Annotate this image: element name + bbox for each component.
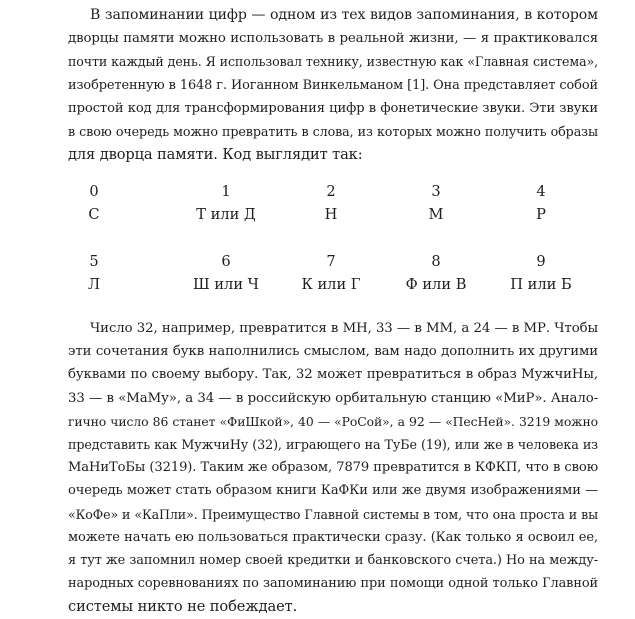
code-sounds-row-2 [68,276,598,298]
code-digit: 3 [431,183,441,200]
intro-paragraph [68,4,598,166]
code-sound: Т или Д [196,206,256,223]
code-sound: Ф или В [405,276,467,293]
code-digit: 9 [536,253,546,270]
code-sound: Н [324,206,338,223]
text-line: можете начать ею пользоваться практически сразу. (Как только я освоил ее, [68,529,598,545]
text-line: народных соревнованиях по запоминанию при помощи одной только Главной [68,576,598,592]
code-digit: 4 [536,183,546,200]
text-line: представить как МужчиНу (32), играющего на ТуБе (19), или же в человека из [68,437,598,453]
text-line: почти каждый день. Я использовал технику, известную как «Главная система», [68,54,598,70]
code-digit: 1 [221,183,231,200]
text-line: гично число 86 станет «ФиШкой», 40 — «РоСой», а 92 — «ПесНей». 3219 можно [68,413,598,429]
code-digit: 6 [221,253,231,270]
code-digits-row-1 [68,183,598,205]
text-line: я тут же запомнил номер своей кредитки и банковского счета.) Но на между- [68,553,598,569]
code-sound: С [88,206,100,223]
code-sound: К или Г [301,276,361,293]
code-digit: 2 [326,183,336,200]
text-line: дворцы памяти можно использовать в реальной жизни, — я практиковался [68,31,598,47]
text-line: очередь может стать образом книги КаФКи или же двумя изображениями — [68,483,598,499]
text-line: В запоминании цифр — одном из тех видов запоминания, в котором [90,7,598,23]
text-line: простой код для трансформирования цифр в фонетические звуки. Эти звуки [68,100,598,116]
text-line: эти сочетания букв наполнились смыслом, вам надо дополнить их другими [68,344,598,360]
code-digit: 0 [89,183,99,200]
code-digit: 8 [431,253,441,270]
text-line: буквами по своему выбору. Так, 32 может превратиться в образ МужчиНы, [68,367,598,383]
code-sounds-row-1 [68,206,598,228]
code-sound: Р [536,206,546,223]
code-digit: 7 [326,253,336,270]
text-line: Число 32, например, превратится в МН, 33 — в ММ, а 24 — в МР. Чтобы [90,321,598,336]
text-line: 33 — в «МаМу», а 34 — в российскую орбитальную станцию «МиР». Анало- [68,390,598,406]
text-line: МаНиТоБы (3219). Таким же образом, 7879 превратится в КФКП, что в свою [68,460,598,476]
text-line: системы никто не побеждает. [68,598,298,616]
code-sound: П или Б [510,276,572,293]
text-line: изобретенную в 1648 г. Иоганном Винкельманом [1]. Она представляет собой [68,77,598,93]
examples-paragraph [68,317,598,619]
code-digit: 5 [89,253,99,270]
text-line: для дворца памяти. Код выглядит так: [68,146,363,164]
code-sound: М [428,206,444,223]
text-line: в свою очередь можно превратить в слова, из которых можно получить образы [68,124,598,140]
code-sound: Ш или Ч [193,276,259,293]
code-digits-row-2 [68,253,598,275]
code-sound: Л [87,276,101,293]
text-line: «КоФе» и «КаПли». Преимущество Главной системы в том, что она проста и вы [68,506,598,522]
